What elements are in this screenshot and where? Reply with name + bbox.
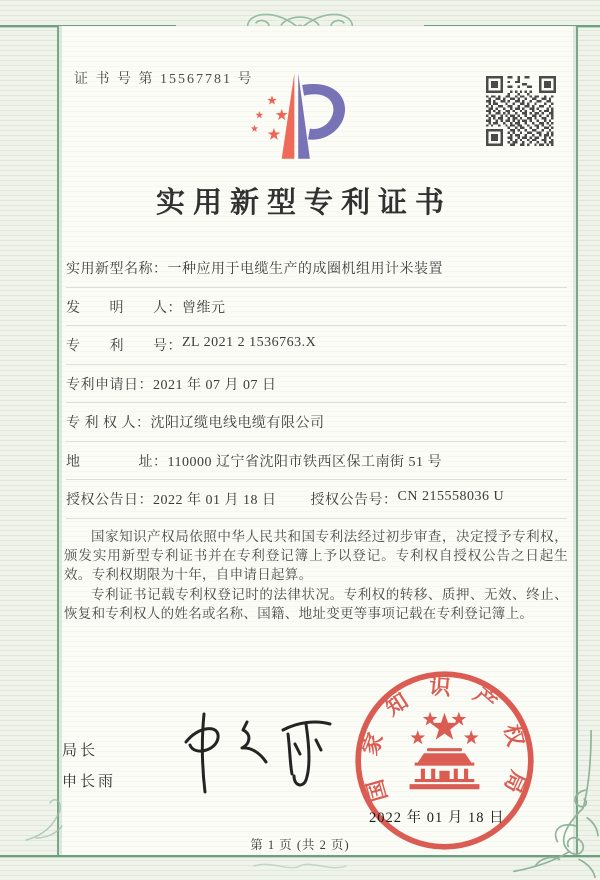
director-title: 局长 bbox=[62, 743, 99, 759]
certificate-fields bbox=[66, 249, 567, 519]
field-label: 发 明 人： bbox=[66, 300, 182, 316]
bottom-center-flourish-ornament bbox=[250, 858, 350, 874]
grant-date-value: 2022 年 01 月 18 日 bbox=[153, 493, 277, 508]
grant-number-value: CN 215558036 U bbox=[397, 489, 505, 504]
field-label: 专 利 号： bbox=[66, 339, 182, 354]
field-value: 110000 辽宁省沈阳市铁西区保工南街 51 号 bbox=[167, 454, 442, 470]
field-utility-model-name bbox=[66, 249, 567, 288]
field-patent-number bbox=[66, 326, 567, 365]
field-label: 地 址： bbox=[66, 454, 168, 470]
field-inventor bbox=[66, 288, 567, 327]
field-filing-date bbox=[66, 365, 567, 404]
director-name: 申长雨 bbox=[62, 774, 117, 790]
field-value: 曾维元 bbox=[182, 300, 226, 316]
certificate-title: 实用新型专利证书 bbox=[155, 187, 452, 219]
field-patentee bbox=[66, 403, 567, 442]
field-value: 一种应用于电缆生产的成圈机组用计米装置 bbox=[167, 262, 443, 277]
legal-text bbox=[64, 527, 568, 623]
field-label: 实用新型名称： bbox=[66, 262, 168, 277]
field-value: ZL 2021 2 1536763.X bbox=[182, 335, 317, 350]
field-label: 专利申请日： bbox=[66, 377, 153, 393]
certificate-number: 证 书 号 第 15567781 号 bbox=[74, 72, 254, 87]
grant-number-label: 授权公告号： bbox=[310, 493, 398, 508]
director-block bbox=[62, 736, 116, 798]
grant-seal-date: 2022 年 01 月 18 日 bbox=[369, 810, 505, 826]
legal-paragraph-2: 专利证书记载专利权登记时的法律状况。专利权的转移、质押、无效、终止、恢复和专利权人的姓名或名称、国籍、地址变更等事项记载在专利登记簿上。 bbox=[64, 586, 568, 621]
field-address bbox=[66, 442, 567, 481]
national-emblem-icon bbox=[410, 712, 480, 790]
bottom-border-line bbox=[0, 855, 600, 858]
grant-date-label: 授权公告日： bbox=[66, 493, 153, 508]
qr-code bbox=[486, 76, 556, 146]
field-value: 沈阳辽缆电线电缆有限公司 bbox=[150, 416, 325, 431]
director-signature-icon bbox=[148, 708, 348, 798]
field-value: 2021 年 07 月 07 日 bbox=[153, 377, 277, 393]
page-number: 第 1 页 (共 2 页) bbox=[250, 838, 350, 852]
legal-paragraph-1: 国家知识产权局依照中华人民共和国专利法经过初步审查，决定授予专利权，颁发实用新型专利证书并在专利登记簿上予以登记。专利权自授权公告之日起生效。专利权期限为十年，自申请日起算。 bbox=[64, 529, 568, 583]
cnipa-logo-icon bbox=[238, 62, 374, 172]
svg-text:国家知识产权局 bbox=[357, 674, 533, 815]
seal-arc-text: 国家知识产权局 bbox=[357, 674, 532, 816]
field-grant-announcement bbox=[66, 480, 567, 519]
field-label: 专 利 权 人： bbox=[66, 416, 151, 431]
